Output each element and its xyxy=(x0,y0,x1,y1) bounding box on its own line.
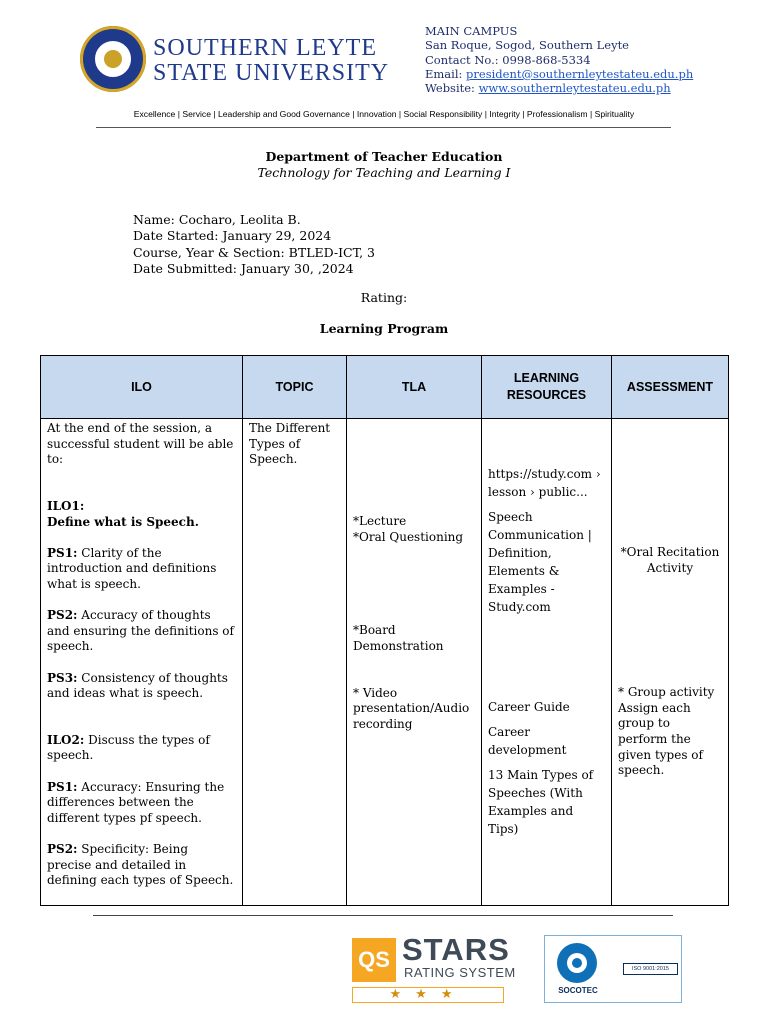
email-label: Email: xyxy=(425,66,463,81)
header-learning-resources: LEARNING RESOURCES xyxy=(482,356,612,419)
assessment-group: * Group activity Assign each group to perform the given types of speech. xyxy=(618,685,715,778)
table-row xyxy=(41,419,729,906)
university-name-line2: STATE UNIVERSITY xyxy=(153,60,390,86)
campus-address: San Roque, Sogod, Southern Leyte xyxy=(425,38,629,53)
contact-block xyxy=(425,24,693,95)
ilo1-text: Define what is Speech. xyxy=(47,514,199,529)
ilo1-ps3: PS3: Consistency of thoughts and ideas what is speech. xyxy=(47,670,228,701)
socotec-ring-icon xyxy=(557,943,597,983)
topic-text: The Different Types of Speech. xyxy=(249,421,331,467)
program-title: Learning Program xyxy=(319,321,449,336)
star-rating-bar: ★★★ xyxy=(352,987,504,1003)
topic-cell xyxy=(243,419,347,906)
header-tla: TLA xyxy=(347,356,482,419)
footer-divider xyxy=(93,915,673,916)
website-link[interactable]: www.southernleytestateu.edu.ph xyxy=(478,81,671,96)
ilo2-ps2: PS2: Specificity: Being precise and detailed in defining each types of Speech. xyxy=(47,842,234,888)
ilo1-label: ILO1: xyxy=(47,498,85,513)
resource-career-guide: Career Guide xyxy=(488,700,570,714)
socotec-name: SOCOTEC xyxy=(558,986,598,995)
assessment-cell xyxy=(612,419,729,906)
website-label: Website: xyxy=(425,81,475,96)
ilo-intro: At the end of the session, a successful student will be able to: xyxy=(47,421,234,467)
student-info xyxy=(133,212,375,277)
resource-speech-communication: Speech Communication | Definition, Elements & Examples - Study.com xyxy=(488,510,592,614)
tla-cell xyxy=(347,419,482,906)
iso-badge: ISO 9001:2015 xyxy=(623,963,678,975)
tla-lecture: *Lecture xyxy=(353,514,407,528)
ilo2: ILO2: Discuss the types of speech. xyxy=(47,732,210,763)
contact-number: 0998-868-5334 xyxy=(502,52,591,67)
resource-main-types: 13 Main Types of Speeches (With Examples and Tips) xyxy=(488,768,594,836)
contact-label: Contact No.: xyxy=(425,52,499,67)
resource-url: https://study.com › lesson › public... xyxy=(488,467,601,499)
header-divider xyxy=(96,127,671,128)
email-line xyxy=(425,67,693,81)
campus-name: MAIN CAMPUS xyxy=(425,24,518,38)
header-ilo: ILO xyxy=(41,356,243,419)
student-name: Name: Cocharo, Leolita B. xyxy=(133,212,301,227)
university-name-line1: SOUTHERN LEYTE xyxy=(153,35,377,61)
course-year-section: Course, Year & Section: BTLED-ICT, 3 xyxy=(133,244,376,260)
course-title: Technology for Teaching and Learning I xyxy=(257,165,511,180)
university-seal-logo xyxy=(80,26,146,92)
date-submitted: Date Submitted: January 30, ,2024 xyxy=(133,260,354,276)
ilo-cell xyxy=(41,419,243,906)
header-assessment: ASSESSMENT xyxy=(612,356,729,419)
core-values: Excellence | Service | Leadership and Good Governance | Innovation | Social Responsibility | Integrity | Professionalism | Spirituality xyxy=(133,109,635,119)
website-line xyxy=(425,81,693,95)
date-started: Date Started: January 29, 2024 xyxy=(133,228,332,244)
ilo1-ps1: PS1: Clarity of the introduction and definitions what is speech. xyxy=(47,545,217,591)
contact-number-line xyxy=(425,53,693,67)
assessment-oral: *Oral Recitation Activity xyxy=(620,545,720,575)
tla-board-demo: *Board Demonstration xyxy=(353,623,444,653)
qs-stars-wordmark: STARS xyxy=(402,932,510,967)
tla-oral-questioning: *Oral Questioning xyxy=(353,529,464,544)
qs-rating-system-label: RATING SYSTEM xyxy=(404,965,516,980)
ilo2-ps1: PS1: Accuracy: Ensuring the differences between the different types pf speech. xyxy=(47,779,225,825)
socotec-certification-logo xyxy=(544,935,682,1003)
department-title: Department of Teacher Education xyxy=(265,149,503,164)
learning-program-table xyxy=(40,355,729,906)
ilo1-ps2: PS2: Accuracy of thoughts and ensuring the definitions of speech. xyxy=(47,608,234,654)
table-header-row xyxy=(41,356,729,419)
email-link[interactable]: president@southernleytestateu.edu.ph xyxy=(466,66,694,81)
tla-video: * Video presentation/Audio recording xyxy=(353,685,470,731)
header-topic: TOPIC xyxy=(243,356,347,419)
resource-career-development: Career development xyxy=(488,725,567,757)
rating-label: Rating: xyxy=(360,290,408,305)
resources-cell xyxy=(482,419,612,906)
qs-logo: QS xyxy=(352,938,396,982)
